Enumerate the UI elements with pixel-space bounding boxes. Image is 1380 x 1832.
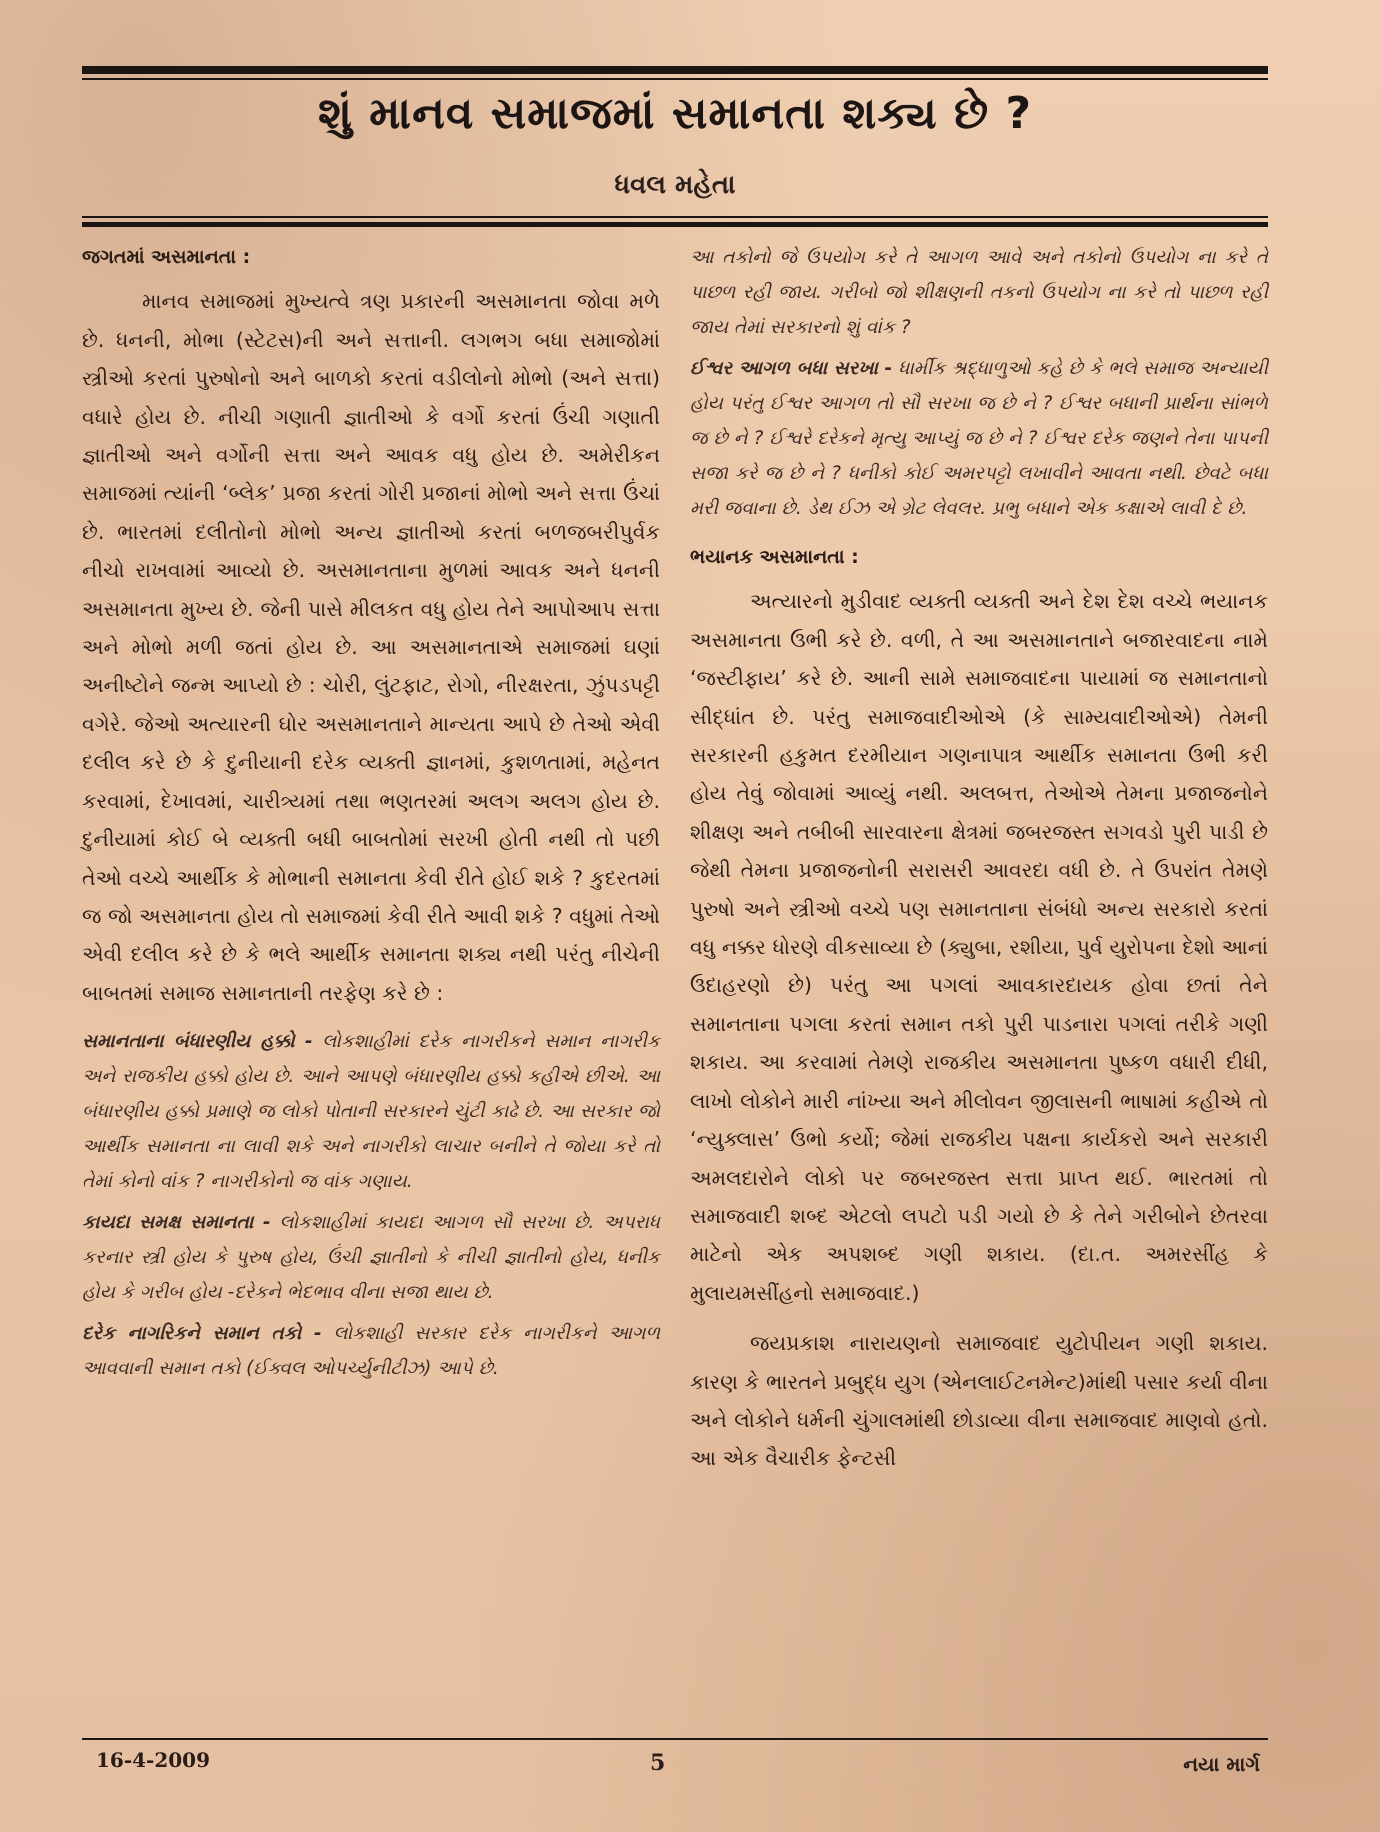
body-paragraph: માનવ સમાજમાં મુખ્યત્વે ત્રણ પ્રકારની અસમાનતા જોવા મળે છે. ધનની, મોભા (સ્ટેટસ)ની અને સત્તાની. લગભગ બધા સમાજોમાં સ્ત્રીઓ કરતાં પુરુષોનો અને બાળકો કરતાં વડીલોનો મોભો (અને સત્તા) વધારે હોય છે. નીચી ગણાતી જ્ઞાતીઓ કે વર્ગો કરતાં ઉંચી ગણાતી જ્ઞાતીઓ અને વર્ગોની સત્તા અને આવક વધુ હોય છે. અમેરીકન સમાજમાં ત્યાંની ‘બ્લેક’ પ્રજા કરતાં ગોરી પ્રજાનાં મોભો અને સત્તા ઉંચાં છે. ભારતમાં દલીતોનો મોભો અન્ય જ્ઞાતીઓ કરતાં બળજબરીપુર્વક નીચો રાખવામાં આવ્યો છે. અસમાનતાના મુળમાં આવક અને ધનની અસમાનતા મુખ્ય છે. જેની પાસે મીલકત વધુ હોય તેને આપોઆપ સત્તા અને મોભો મળી જતાં હોય છે. આ અસમાનતાએ સમાજમાં ઘણાં અનીષ્ટોને જન્મ આપ્યો છે : ચોરી, લુંટફાટ, રોગો, નીરક્ષરતા, ઝુંપડપટ્ટી વગેરે. જેઓ અત્યારની ઘોર અસમાનતાને માન્યતા આપે છે તેઓ એવી દલીલ કરે છે કે દુનીયાની દરેક વ્યક્તી જ્ઞાનમાં, કુશળતામાં, મહેનત કરવામાં, દેખાવમાં, ચારીત્ર્યમાં તથા ભણતરમાં અલગ અલગ હોય છે. દુનીયામાં કોઈ બે વ્યક્તી બધી બાબતોમાં સરખી હોતી નથી તો પછી તેઓ વચ્ચે આર્થીક કે મોભાની સમાનતા કેવી રીતે હોઈ શકે ? કુદરતમાં જ જો અસમાનતા હોય તો સમાજમાં કેવી રીતે આવી શકે ? વધુમાં તેઓ એવી દલીલ કરે છે કે ભલે આર્થીક સમાનતા શક્ય નથી પરંતુ નીચેની બાબતમાં સમાજ સમાનતાની તરફેણ કરે છે : bbox=[82, 289, 660, 1005]
header-rule-thick bbox=[82, 222, 1268, 227]
list-item-text: લોકશાહીમાં દરેક નાગરીકને સમાન નાગરીક અને રાજકીય હક્કો હોય છે. આને આપણે બંધારણીય હક્કો કહીએ છીએ. આ બંધારણીય હક્કો પ્રમાણે જ લોકો પોતાની સરકારને ચુંટી કાઢે છે. આ સરકાર જો આર્થીક સમાનતા ના લાવી શકે અને નાગરીકો લાચાર બનીને તે જોયા કરે તો તેમાં કોનો વાંક ? નાગરીકોનો જ વાંક ગણાય. bbox=[82, 1031, 660, 1193]
list-item-text: ધાર્મીક શ્રદ્ધાળુઓ કહે છે કે ભલે સમાજ અન્યાયી હોય પરંતુ ઈશ્વર આગળ તો સૌ સરખા જ છે ને ? ઈશ્વર બધાની પ્રાર્થના સાંભળે જ છે ને ? ઈશ્વરે દરેકને મૃત્યુ આપ્યું જ છે ને ? ઈશ્વર દરેક જણને તેના પાપની સજા કરે જ છે ને ? ધનીકો કોઈ અમરપટ્ટો લખાવીને આવતા નથી. છેવટે બધા મરી જવાના છે. ડેથ ઈઝ એ ગ્રેટ લેવલર. પ્રભુ બધાને એક કક્ષાએ લાવી દે છે. bbox=[690, 358, 1268, 519]
body-paragraph: જયપ્રકાશ નારાયણનો સમાજવાદ યુટોપીયન ગણી શકાય. કારણ કે ભારતને પ્રબુદ્ધ યુગ (એનલાઈટનમેન્ટ)માંથી પસાર કર્યા વીના અને લોકોને ધર્મની ચુંગાલમાંથી છોડાવ્યા વીના સમાજવાદ માણવો હતો. આ એક વૈચારીક ફેન્ટસી bbox=[690, 1331, 1268, 1471]
list-item-title: કાયદા સમક્ષ સમાનતા - bbox=[82, 1212, 271, 1234]
list-item bbox=[82, 1024, 660, 1199]
spacer bbox=[690, 1312, 1268, 1324]
publication-name: નયા માર્ગ bbox=[1183, 1752, 1260, 1776]
section-heading: ભયાનક અસમાનતા : bbox=[690, 546, 859, 568]
list-item-text: લોકશાહી સરકાર દરેક નાગરીકને આગળ આવવાની સમાન તકો (ઈક્વલ ઓપર્ચ્યુનીટીઝ) આપે છે. bbox=[82, 1323, 660, 1380]
list-item-title: ઈશ્વર આગળ બધા સરખા - bbox=[690, 358, 893, 379]
article-author: ધવલ મહેતા bbox=[614, 170, 736, 200]
left-column bbox=[82, 238, 660, 1386]
list-item bbox=[82, 1205, 660, 1310]
header-rule-thin bbox=[82, 216, 1268, 218]
spacer bbox=[690, 526, 1268, 538]
list-item bbox=[690, 351, 1268, 526]
page-number: 5 bbox=[650, 1750, 666, 1776]
list-item-text: લોકશાહીમાં કાયદા આગળ સૌ સરખા છે. અપરાધ કરનાર સ્ત્રી હોય કે પુરુષ હોય, ઉંચી જ્ઞાતીનો કે નીચી જ્ઞાતીનો હોય, ધનીક હોય કે ગરીબ હોય -દરેકને ભેદભાવ વીના સજા થાય છે. bbox=[82, 1212, 660, 1304]
body-paragraph: અત્યારનો મુડીવાદ વ્યક્તી વ્યક્તી અને દેશ દેશ વચ્ચે ભયાનક અસમાનતા ઉભી કરે છે. વળી, તે આ અસમાનતાને બજારવાદના નામે ‘જસ્ટીફાય’ કરે છે. આની સામે સમાજવાદના પાયામાં જ સમાનતાનો સીદ્ધાંત છે. પરંતુ સમાજવાદીઓએ (કે સામ્યવાદીઓએ) તેમની સરકારની હકુમત દરમીયાન ગણનાપાત્ર આર્થીક સમાનતા ઉભી કરી હોય તેવું જોવામાં આવ્યું નથી. અલબત્ત, તેઓએ તેમના પ્રજાજનોને શીક્ષણ અને તબીબી સારવારના ક્ષેત્રમાં જબરજસ્ત સગવડો પુરી પાડી છે જેથી તેમના પ્રજાજનોની સરાસરી આવરદા વધી છે. તે ઉપરાંત તેમણે પુરુષો અને સ્ત્રીઓ વચ્ચે પણ સમાનતાના સંબંધો અન્ય સરકારો કરતાં વધુ નક્કર ધોરણે વીકસાવ્યા છે (ક્યુબા, રશીયા, પુર્વ યુરોપના દેશો આનાં ઉદાહરણો છે) પરંતુ આ પગલાં આવકારદાયક હોવા છતાં તેને સમાનતાના પગલા કરતાં સમાન તકો પુરી પાડનારા પગલાં તરીકે ગણી શકાય. આ કરવામાં તેમણે રાજકીય અસમાનતા પુષ્કળ વધારી દીધી, લાખો લોકોને મારી નાંખ્યા અને મીલોવન જીલાસની ભાષામાં કહીએ તો ‘ન્યુક્લાસ’ ઉભો કર્યો; જેમાં રાજકીય પક્ષના કાર્યકરો અને સરકારી અમલદારોને લોકો પર જબરજસ્ત સત્તા પ્રાપ્ત થઈ. ભારતમાં તો સમાજવાદી શબ્દ એટલો લપટો પડી ગયો છે કે તેને ગરીબોને છેતરવા માટેનો એક અપશબ્દ ગણી શકાય. (દા.ત. અમરસીંહ કે મુલાયમસીંહનો સમાજવાદ.) bbox=[690, 589, 1268, 1305]
top-rule-thin bbox=[82, 78, 1268, 80]
list-item-title: દરેક નાગરિકને સમાન તકો - bbox=[82, 1323, 322, 1345]
footer-date: 16-4-2009 bbox=[96, 1748, 211, 1772]
top-rule bbox=[82, 66, 1268, 74]
list-item bbox=[82, 1316, 660, 1386]
list-item-continued: આ તકોનો જે ઉપયોગ કરે તે આગળ આવે અને તકોનો ઉપયોગ ના કરે તે પાછળ રહી જાય. ગરીબો જો શીક્ષણની તકનો ઉપયોગ ના કરે તો પાછળ રહી જાય તેમાં સરકારનો શું વાંક ? bbox=[690, 247, 1268, 338]
article-title: શું માનવ સમાજમાં સમાનતા શક્ય છે ? bbox=[318, 88, 1032, 139]
section-heading: જગતમાં અસમાનતા : bbox=[82, 246, 251, 268]
spacer bbox=[82, 1012, 660, 1024]
right-column bbox=[690, 240, 1268, 1478]
list-item-title: સમાનતાના બંધારણીય હક્કો - bbox=[82, 1031, 313, 1053]
footer-rule bbox=[82, 1738, 1268, 1740]
